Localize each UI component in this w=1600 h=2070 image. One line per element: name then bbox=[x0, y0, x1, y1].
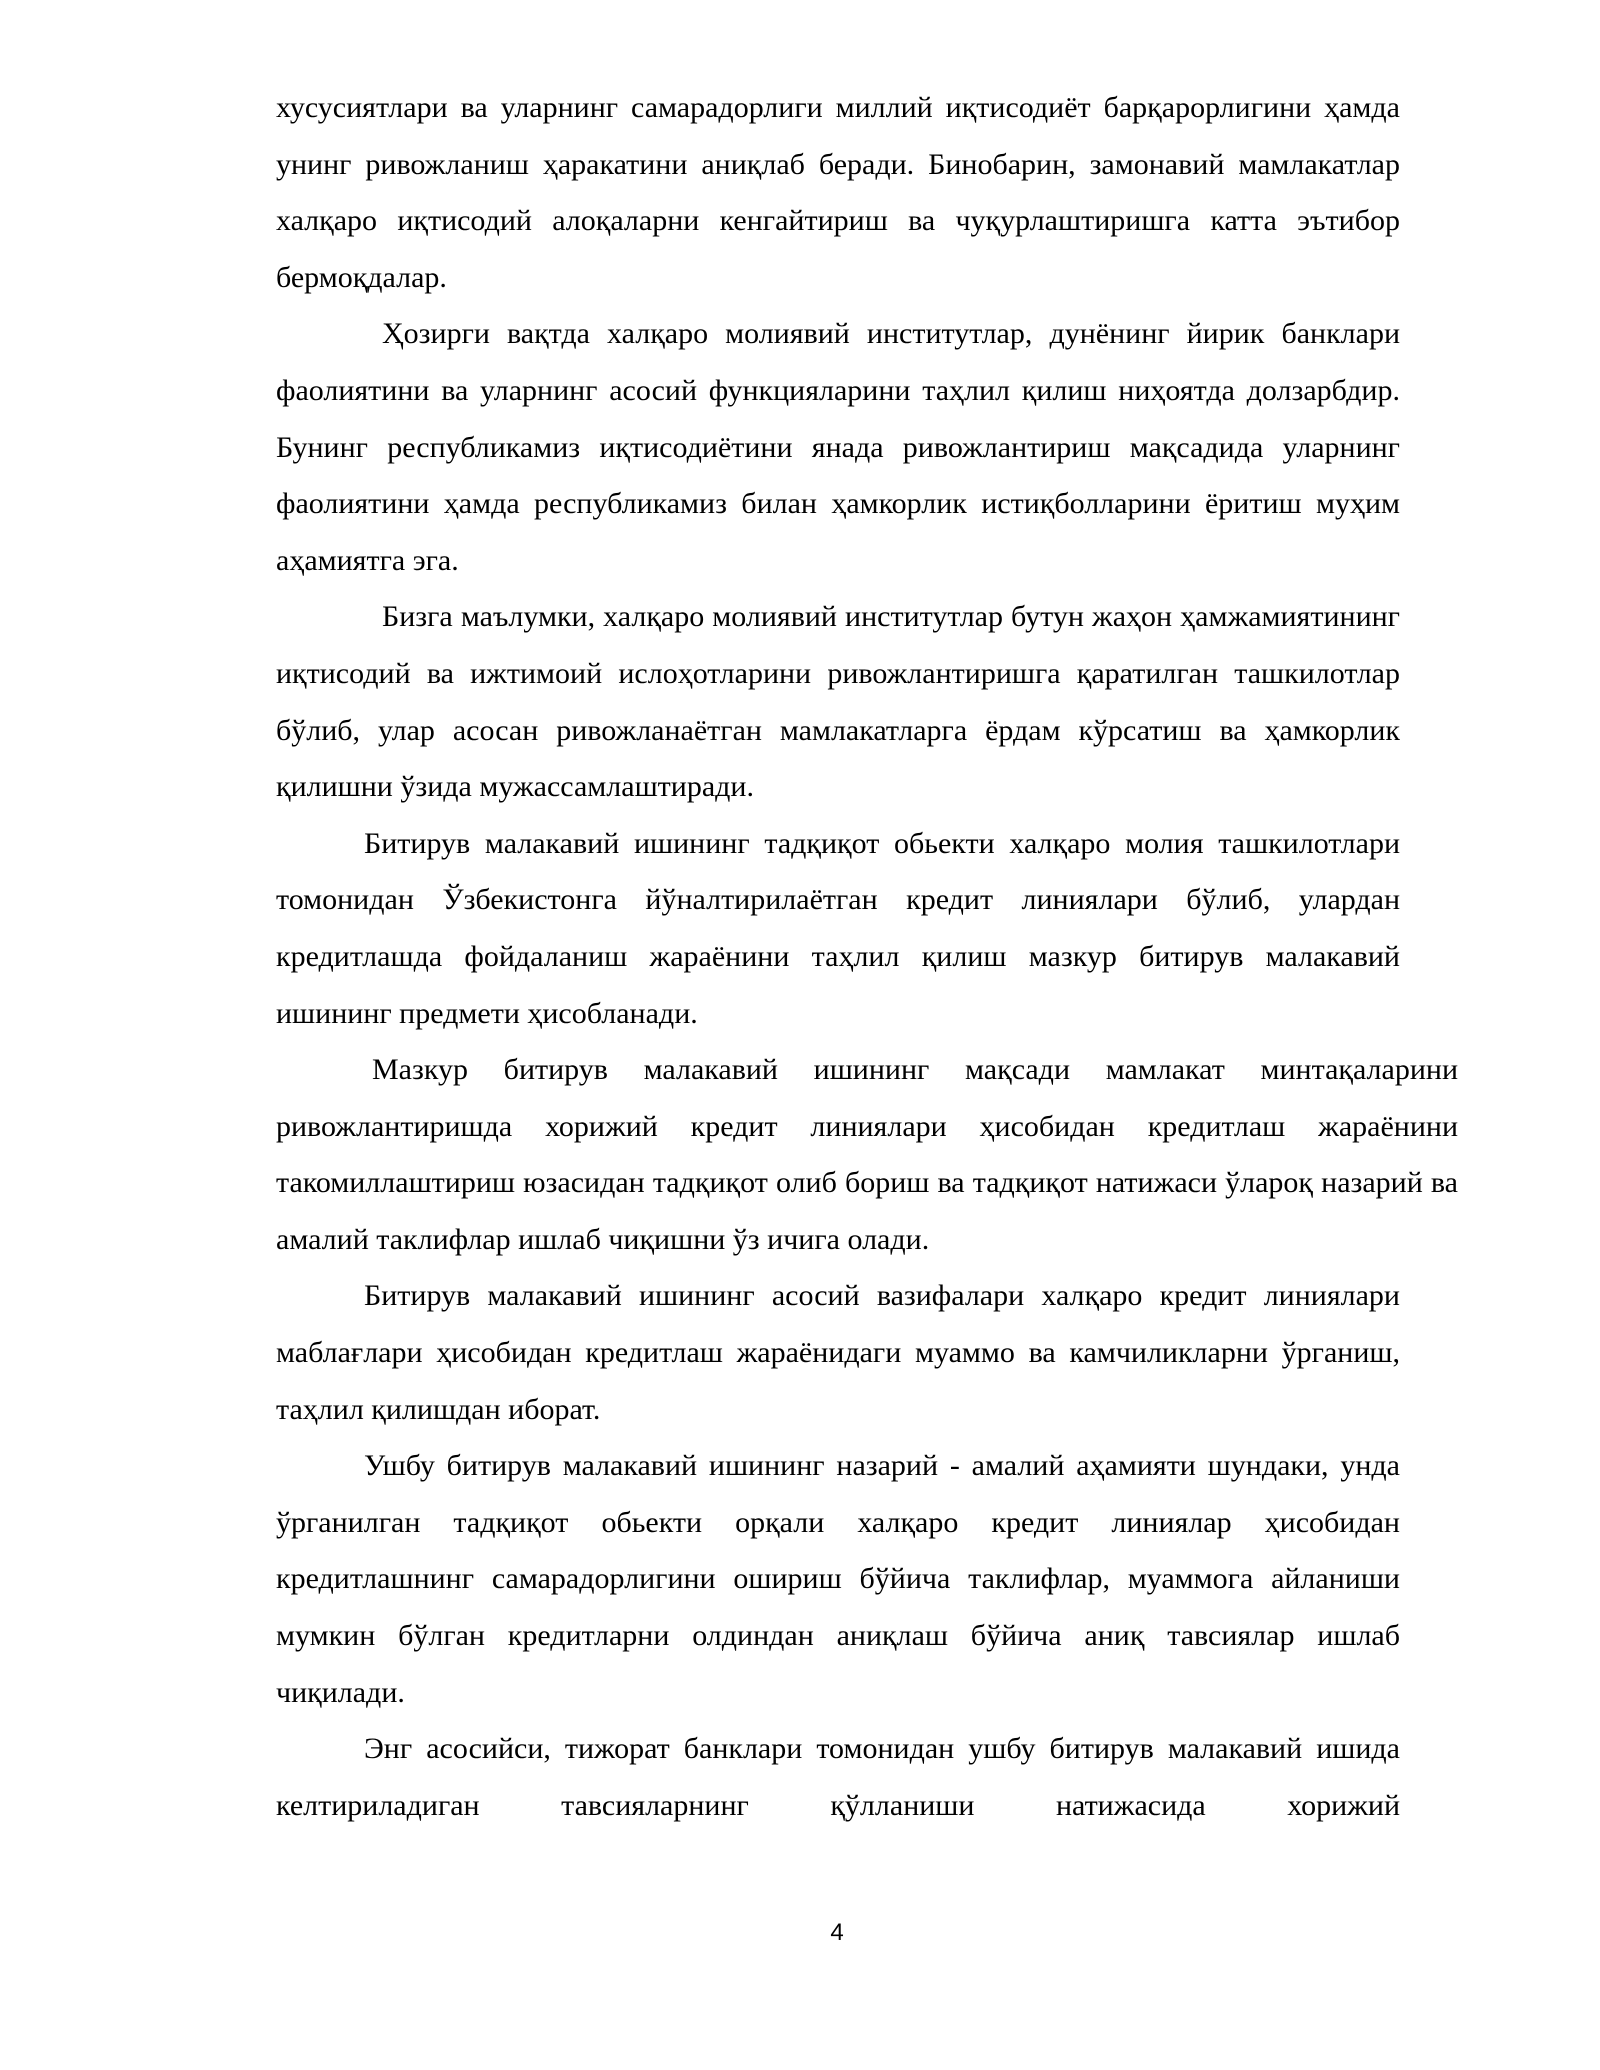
paragraph-4: Битирув малакавий ишининг тадқиқот обьекти халқаро молия ташкилотлари томонидан Ўзбекистонга йўналтирилаётган кредит линиялари бўлиб, улардан кредитлашда фойдаланиш жараёнини таҳлил қилиш мазкур битирув малакавий ишининг предмети ҳисобланади. bbox=[276, 826, 1400, 1030]
document-body bbox=[276, 80, 1458, 1834]
paragraph-8: Энг асосийси, тижорат банклари томонидан ушбу битирув малакавий ишида келтириладиган тавсияларнинг қўлланиши натижасида хорижий bbox=[276, 1732, 1400, 1822]
paragraph-7: Ушбу битирув малакавий ишининг назарий - амалий аҳамияти шундаки, унда ўрганилган тадқиқот обьекти орқали халқаро кредит линиялар ҳисобидан кредитлашнинг самарадорлигини ошириш бўйича таклифлар, муаммога айланиши мумкин бўлган кредитларни олдиндан аниқлаш бўйича аниқ тавсиялар ишлаб чиқилади. bbox=[276, 1449, 1400, 1709]
paragraph-3: Бизга маълумки, халқаро молиявий институтлар бутун жаҳон ҳамжамиятининг иқтисодий ва ижтимоий ислоҳотларини ривожлантиришга қаратилган ташкилотлар бўлиб, улар асосан ривожланаётган мамлакатларга ёрдам кўрсатиш ва ҳамкорлик қилишни ўзида мужассамлаштиради. bbox=[276, 600, 1400, 804]
paragraph-2: Ҳозирги вақтда халқаро молиявий институтлар, дунёнинг йирик банклари фаолиятини ва уларнинг асосий функцияларини таҳлил қилиш ниҳоятда долзарбдир. Бунинг республикамиз иқтисодиётини янада ривожлантириш мақсадида уларнинг фаолиятини ҳамда республикамиз билан ҳамкорлик истиқболларини ёритиш муҳим аҳамиятга эга. bbox=[276, 317, 1400, 577]
paragraph-6: Битирув малакавий ишининг асосий вазифалари халқаро кредит линиялари маблағлари ҳисобидан кредитлаш жараёнидаги муаммо ва камчиликларни ўрганиш, таҳлил қилишдан иборат. bbox=[276, 1279, 1400, 1426]
page-number: 4 bbox=[830, 1919, 844, 1946]
paragraph-1: хусусиятлари ва уларнинг самарадорлиги миллий иқтисодиёт барқарорлигини ҳамда унинг ривожланиш ҳаракатини аниқлаб беради. Бинобарин, замонавий мамлакатлар халқаро иқтисодий алоқаларни кенгайтириш ва чуқурлаштиришга катта эътибор бермоқдалар. bbox=[276, 91, 1400, 294]
paragraph-5: Мазкур битирув малакавий ишининг мақсади мамлакат минтақаларини ривожлантиришда хорижий кредит линиялари ҳисобидан кредитлаш жараёнини такомиллаштириш юзасидан тадқиқот олиб бориш ва тадқиқот натижаси ўлароқ назарий ва амалий таклифлар ишлаб чиқишни ўз ичига олади. bbox=[276, 1053, 1458, 1256]
